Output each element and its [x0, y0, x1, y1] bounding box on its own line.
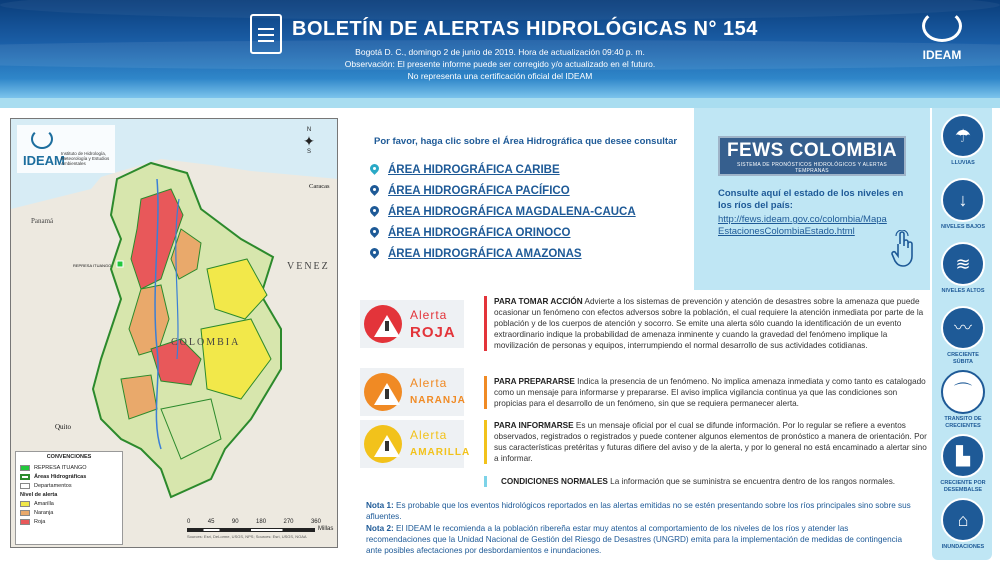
map-logo-subtitle: Instituto de Hidrología, Meteorología y Estudios Ambientales — [61, 151, 110, 166]
sidebar-item-label: CRECIENTE POR DESEMBALSE — [940, 480, 986, 493]
map-ideam-logo — [17, 125, 115, 173]
map-legend — [15, 451, 123, 545]
note-lead: Nota 1: — [366, 501, 394, 510]
flash-flood-icon: 〰 — [941, 306, 985, 350]
alerta-amarilla-description — [484, 420, 928, 464]
legend-swatch — [20, 501, 30, 507]
legend-row-represa — [20, 463, 118, 472]
scale-unit: Millas — [318, 525, 334, 532]
legend-row-departamentos — [20, 481, 118, 490]
alert-lead: CONDICIONES NORMALES — [501, 477, 608, 486]
legend-label: Roja — [34, 518, 46, 525]
fews-logo-title: FEWS COLOMBIA — [726, 140, 898, 161]
map-label-represa: REPRESA ITUANGO — [73, 263, 112, 268]
map-label-panama: Panamá — [31, 217, 54, 225]
pointing-hand-icon — [891, 230, 917, 268]
area-link-orinoco[interactable] — [370, 227, 571, 239]
alert-lead: PARA PREPARARSE — [494, 377, 575, 386]
header-banner — [0, 0, 1000, 98]
badge-alerta-amarilla — [360, 420, 471, 468]
ideam-logo[interactable] — [912, 10, 972, 66]
legend-row-naranja — [20, 508, 118, 517]
note-2 — [366, 523, 914, 556]
badge-alerta-naranja — [360, 368, 464, 416]
location-pin-icon — [370, 248, 379, 260]
legend-swatch — [20, 474, 30, 480]
sidebar-item-label: INUNDACIONES — [941, 544, 985, 550]
fews-logo-subtitle: SISTEMA DE PRONÓSTICOS HIDROLÓGICOS Y ALERTAS TEMPRANAS — [736, 162, 888, 174]
sidebar-item-lluvias[interactable] — [937, 114, 989, 180]
legend-swatch — [20, 510, 30, 516]
legend-label: Nivel de alerta — [20, 491, 58, 498]
area-link-label[interactable]: ÁREA HIDROGRÁFICA ORINOCO — [388, 227, 571, 239]
badge-word1: Alerta — [410, 428, 448, 442]
legend-label: Naranja — [34, 509, 54, 516]
warning-triangle-icon — [364, 305, 402, 343]
alert-lead: PARA TOMAR ACCIÓN — [494, 297, 583, 306]
legend-label: Departamentos — [34, 482, 72, 489]
map-credit: Sources: Esri, DeLorme, USGS, NPS; Sources: Esri, USGS, NOAA — [187, 534, 307, 539]
sidebar-item-label: LLUVIAS — [951, 160, 975, 166]
alert-text: Advierte a los sistemas de prevención y atención de desastres sobre la amenaza que puede ocasionar un fenómeno con efectos adversos sobre la población, el cual requiere la atención inmediata por parte de la población y de los cuerpos de atención y socorro. Se emite una alerta sólo cuando la identificación de un evento extraordinario indique la probabilidad de amenaza inminente y cuando la gravedad del fenómeno implique la movilización de personas y equipos, interrumpiendo el normal desarrollo de sus actividades cotidianas. — [494, 297, 924, 350]
map-logo-text: IDEAM — [23, 153, 65, 168]
bulletin-observation: Observación: El presente informe puede ser corregido y/o actualizado en el futuro. — [344, 59, 656, 69]
badge-word2: NARANJA — [410, 395, 466, 406]
legend-nivel-title — [20, 490, 118, 499]
compass-north: N — [306, 127, 312, 133]
banner-wave — [0, 0, 1000, 20]
location-pin-icon — [370, 206, 379, 218]
fews-description: Consulte aquí el estado de los niveles en los ríos del país: — [718, 188, 904, 211]
dam-release-icon: ▙ — [941, 434, 985, 478]
alert-text: Indica la presencia de un fenómeno. No implica amenaza inmediata y como tanto es catalogado como un mensaje para informarse y prepararse. El aviso implica vigilancia continua ya que las condiciones son propicias para el desarrollo de un fenómeno, sin que se requiera permanecer alerta. — [494, 377, 926, 408]
sidebar-item-inundaciones[interactable] — [937, 498, 989, 564]
area-link-label[interactable]: ÁREA HIDROGRÁFICA CARIBE — [388, 164, 560, 176]
legend-row-roja — [20, 517, 118, 526]
badge-word2: ROJA — [410, 324, 456, 341]
area-link-magdalena-cauca[interactable] — [370, 206, 636, 218]
fews-panel — [694, 108, 930, 290]
legend-row-areas — [20, 472, 118, 481]
location-pin-icon — [370, 227, 379, 239]
legend-label: Áreas Hidrográficas — [34, 473, 87, 480]
warning-triangle-icon — [364, 373, 402, 411]
sidebar-item-label: NIVELES BAJOS — [940, 224, 985, 230]
scale-tick: 90 — [231, 519, 239, 525]
legend-label: REPRESA ITUANGO — [34, 464, 87, 471]
badge-word2: AMARILLA — [410, 447, 471, 458]
bulletin-disclaimer: No representa una certificación oficial del IDEAM — [407, 71, 593, 81]
scale-bar — [187, 528, 315, 532]
flood-chart-icon: ⌒ — [941, 370, 985, 414]
area-link-caribe[interactable] — [370, 164, 560, 176]
sidebar-item-niveles-altos[interactable] — [937, 242, 989, 308]
sidebar-item-transito-crecientes[interactable] — [937, 370, 989, 436]
sidebar-item-label: CRECIENTE SÚBITA — [947, 352, 979, 365]
alert-text: Es un mensaje oficial por el cual se difunde información. Por lo regular se refiere a eventos observados, registrados o registrados y puede contener algunos elementos de pronóstico a manera de orientación. Por sus características pretéritas y futuras difiere del aviso y de la alerta, y por lo general no está encaminado a alertar sino a informar. — [494, 421, 927, 463]
map-label-caracas: Caracas — [309, 183, 330, 190]
phenomena-sidebar — [932, 108, 992, 560]
map-scale-bar — [187, 519, 337, 547]
compass-star: ✦ — [303, 133, 315, 149]
compass-rose-icon — [293, 127, 325, 167]
sidebar-item-label: NIVELES ALTOS — [941, 288, 985, 294]
note-text: Es probable que los eventos hidrológicos reportados en las alertas emitidas no se estén presentando sobre los ríos principales sino sobre sus afluentes. — [366, 501, 911, 521]
note-lead: Nota 2: — [366, 524, 394, 533]
note-1 — [366, 500, 914, 522]
scale-tick: 45 — [207, 519, 215, 525]
ideam-swirl-icon — [922, 10, 962, 42]
sidebar-item-label: TRANSITO DE CRECIENTES — [944, 416, 982, 429]
legend-swatch — [20, 483, 30, 489]
header-divider-strip — [0, 98, 1000, 108]
area-link-pacifico[interactable] — [370, 185, 570, 197]
note-text: El IDEAM le recomienda a la población ribereña estar muy atentos al comportamiento de los niveles de los ríos y atender las recomendaciones que la Unidad Nacional de Gestión del Riesgo de Desastres (UNGRD) emita para la implementación de medidas de contingencia ante posibles afectaciones por desbordamientos e inundaciones. — [366, 524, 903, 555]
alert-lead: PARA INFORMARSE — [494, 421, 574, 430]
ideam-logo-text: IDEAM — [922, 48, 962, 62]
alert-levels-panel — [348, 292, 932, 500]
area-link-label[interactable]: ÁREA HIDROGRÁFICA PACÍFICO — [388, 185, 570, 197]
area-link-label[interactable]: ÁREA HIDROGRÁFICA AMAZONAS — [388, 248, 582, 260]
scale-tick: 0 — [187, 519, 191, 525]
bulletin-title: BOLETÍN DE ALERTAS HIDROLÓGICAS N° 154 — [292, 18, 758, 40]
scale-tick: 270 — [283, 519, 294, 525]
bulletin-date: Bogotá D. C., domingo 2 de junio de 2019. Hora de actualización 09:40 p. m. — [355, 47, 645, 57]
flooded-house-icon: ⌂ — [941, 498, 985, 542]
bulletin-notes — [348, 500, 932, 556]
badge-alerta-roja — [360, 300, 464, 348]
scale-tick: 180 — [256, 519, 267, 525]
legend-row-amarilla — [20, 499, 118, 508]
location-pin-icon — [370, 164, 379, 176]
compass-south: S — [306, 149, 311, 155]
bulletin-subtitle — [250, 46, 750, 82]
rain-cloud-icon: ☂ — [941, 114, 985, 158]
legend-title: CONVENCIONES — [46, 454, 92, 460]
area-link-label[interactable]: ÁREA HIDROGRÁFICA MAGDALENA-CAUCA — [388, 206, 636, 218]
alert-text: La información que se suministra se encuentra dentro de los rangos normales. — [607, 477, 896, 486]
map-label-venezuela: VENEZ — [287, 261, 330, 272]
fews-link[interactable]: http://fews.ideam.gov.co/colombia/MapaEstacionesColombiaEstado.html — [718, 214, 887, 237]
location-pin-icon — [370, 185, 379, 197]
condiciones-normales-description — [484, 476, 928, 487]
legend-swatch — [20, 465, 30, 471]
legend-swatch — [20, 519, 30, 525]
sidebar-item-creciente-subita[interactable] — [937, 306, 989, 372]
scale-tick: 360 — [310, 519, 321, 525]
badge-word1: Alerta — [410, 308, 448, 322]
areas-prompt: Por favor, haga clic sobre el Área Hidrográfica que desee consultar — [374, 136, 678, 147]
map-label-colombia: COLOMBIA — [171, 337, 241, 348]
alerta-naranja-description — [484, 376, 928, 409]
sidebar-item-creciente-desembalse[interactable] — [937, 434, 989, 500]
fews-logo[interactable] — [718, 136, 906, 176]
warning-triangle-icon — [364, 425, 402, 463]
scale-bar-row — [187, 525, 337, 532]
alert-map[interactable] — [10, 118, 338, 548]
ideam-swirl-icon — [31, 129, 53, 149]
map-label-quito: Quito — [55, 423, 71, 431]
badge-word1: Alerta — [410, 376, 448, 390]
low-water-icon: ↓ — [941, 178, 985, 222]
sidebar-item-niveles-bajos[interactable] — [937, 178, 989, 244]
high-water-icon: ≋ — [941, 242, 985, 286]
alerta-roja-description — [484, 296, 928, 351]
area-link-amazonas[interactable] — [370, 248, 582, 260]
legend-label: Amarilla — [34, 500, 54, 507]
hydro-areas-panel — [348, 108, 692, 290]
